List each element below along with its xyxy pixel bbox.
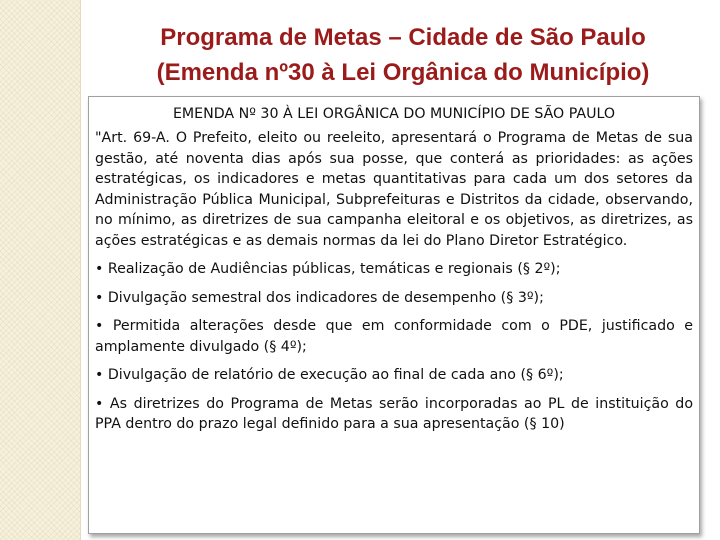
decorative-side-strip [0,0,81,540]
bullet-item-ppa-incorporation: • As diretrizes do Programa de Metas serão incorporadas ao PL de instituição do PPA dentro do prazo legal definido para a sua apresentação (§ 10) [95,395,693,432]
slide-title-line-2: (Emenda nº30 à Lei Orgânica do Município) [156,59,650,86]
content-box [88,96,700,534]
bullet-item-semester-disclosure: • Divulgação semestral dos indicadores de desempenho (§ 3º); [95,289,544,306]
content-heading: EMENDA Nº 30 À LEI ORGÂNICA DO MUNICÍPIO DE SÃO PAULO [172,106,616,122]
article-text: "Art. 69-A. O Prefeito, eleito ou reeleito, apresentará o Programa de Metas de sua gestão, até noventa dias após sua posse, que conterá as prioridades: as ações estratégicas, os indicadores e metas quantitativas para cada um dos setores da Administração Pública Municipal, Subprefeituras e Distritos da cidade, observando, no mínimo, as diretrizes de sua campanha eleitoral e os objetivos, as diretrizes, as ações estratégicas e as demais normas da lei do Plano Diretor Estratégico. [95,130,693,249]
slide-title-line-1: Programa de Metas – Cidade de São Paulo [160,24,646,51]
bullet-item-public-hearings: • Realização de Audiências públicas, temáticas e regionais (§ 2º); [95,261,561,277]
slide-title [86,20,720,90]
bullet-item-allowed-changes: • Permitida alterações desde que em conformidade com o PDE, justificado e amplamente divulgado (§ 4º); [95,318,693,355]
bullet-item-annual-report: • Divulgação de relatório de execução ao final de cada ano (§ 6º); [95,367,564,383]
